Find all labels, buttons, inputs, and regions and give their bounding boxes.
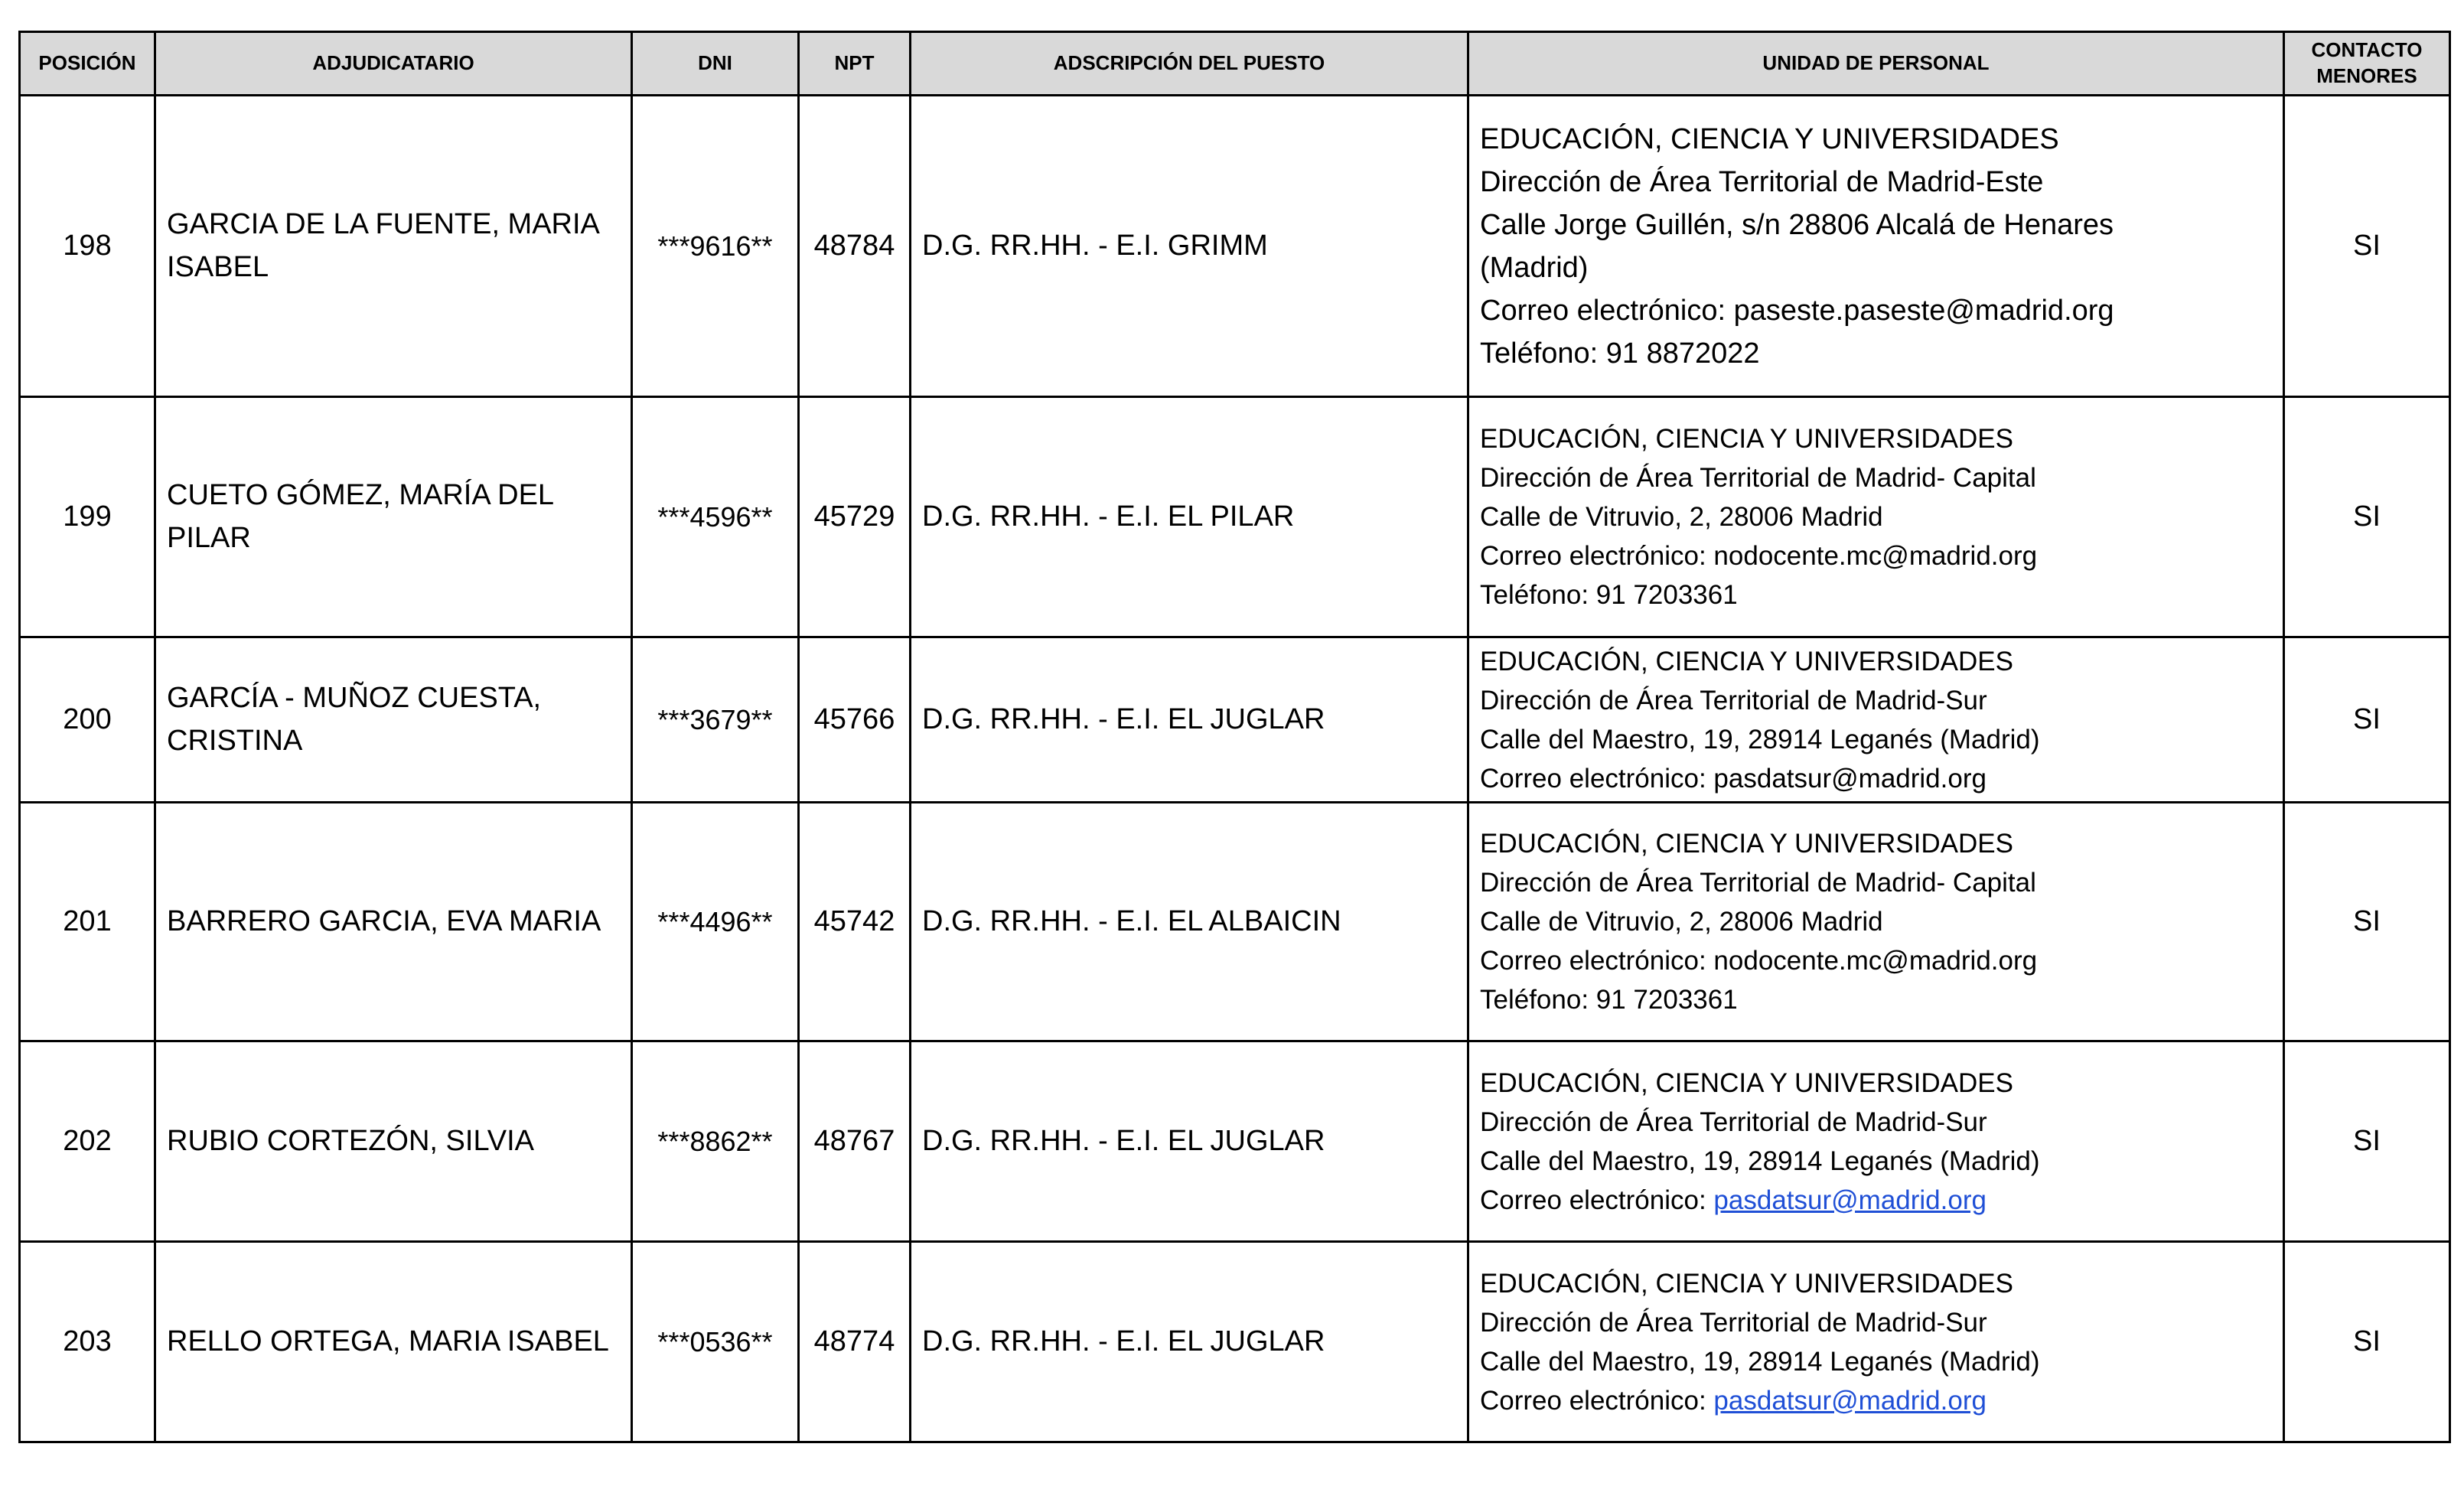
cell-unidad xyxy=(1468,1041,2284,1242)
cell-posicion: 198 xyxy=(20,96,155,397)
correo-label: Correo electrónico: xyxy=(1480,946,1714,976)
correo-address: pasdatsur@madrid.org xyxy=(1713,763,1987,794)
cell-npt: 48767 xyxy=(799,1041,911,1242)
cell-npt: 45766 xyxy=(799,637,911,803)
unidad-telefono: Teléfono: 91 8872022 xyxy=(1480,337,1760,370)
cell-contacto-menores: SI xyxy=(2284,637,2450,803)
cell-adjudicatario: GARCÍA - MUÑOZ CUESTA, CRISTINA xyxy=(155,637,632,803)
cell-adscripcion: D.G. RR.HH. - E.I. EL JUGLAR xyxy=(911,1242,1468,1442)
table-row xyxy=(20,96,2450,397)
cell-adjudicatario: RUBIO CORTEZÓN, SILVIA xyxy=(155,1041,632,1242)
unidad-correo-line xyxy=(1480,536,2272,575)
cell-dni: ***4496** xyxy=(632,803,799,1041)
cell-posicion: 202 xyxy=(20,1041,155,1242)
correo-link[interactable]: pasdatsur@madrid.org xyxy=(1713,1185,1987,1215)
unidad-org: EDUCACIÓN, CIENCIA Y UNIVERSIDADES xyxy=(1480,829,2013,859)
cell-posicion: 203 xyxy=(20,1242,155,1442)
cell-contacto-menores: SI xyxy=(2284,803,2450,1041)
unidad-direccion: Dirección de Área Territorial de Madrid-Sur xyxy=(1480,1307,1987,1338)
unidad-block xyxy=(1480,1264,2272,1420)
adjudication-table xyxy=(18,31,2451,1443)
unidad-block xyxy=(1480,419,2272,614)
correo-label: Correo electrónico: xyxy=(1480,1385,1714,1416)
unidad-correo-line xyxy=(1480,289,2272,332)
unidad-calle: Calle de Vitruvio, 2, 28006 Madrid xyxy=(1480,907,1883,937)
unidad-org: EDUCACIÓN, CIENCIA Y UNIVERSIDADES xyxy=(1480,1268,2013,1299)
header-adscripcion: ADSCRIPCIÓN DEL PUESTO xyxy=(911,32,1468,96)
unidad-calle: Calle del Maestro, 19, 28914 Leganés (Madrid) xyxy=(1480,1146,2040,1176)
unidad-block xyxy=(1480,824,2272,1019)
cell-posicion: 199 xyxy=(20,397,155,637)
unidad-direccion: Dirección de Área Territorial de Madrid- Capital xyxy=(1480,868,2036,898)
unidad-telefono: Teléfono: 91 7203361 xyxy=(1480,580,1738,610)
cell-contacto-menores: SI xyxy=(2284,1041,2450,1242)
correo-label: Correo electrónico: xyxy=(1480,763,1714,794)
header-adjudicatario: ADJUDICATARIO xyxy=(155,32,632,96)
table-row xyxy=(20,1041,2450,1242)
cell-adjudicatario: RELLO ORTEGA, MARIA ISABEL xyxy=(155,1242,632,1442)
cell-unidad xyxy=(1468,397,2284,637)
cell-adscripcion: D.G. RR.HH. - E.I. EL JUGLAR xyxy=(911,637,1468,803)
unidad-calle: Calle del Maestro, 19, 28914 Leganés (Madrid) xyxy=(1480,724,2040,754)
unidad-org: EDUCACIÓN, CIENCIA Y UNIVERSIDADES xyxy=(1480,122,2059,155)
cell-contacto-menores: SI xyxy=(2284,397,2450,637)
unidad-block xyxy=(1480,642,2272,798)
table-row xyxy=(20,637,2450,803)
cell-adscripcion: D.G. RR.HH. - E.I. EL PILAR xyxy=(911,397,1468,637)
unidad-direccion: Dirección de Área Territorial de Madrid-Sur xyxy=(1480,1106,1987,1137)
cell-npt: 48774 xyxy=(799,1242,911,1442)
correo-label: Correo electrónico: xyxy=(1480,541,1714,571)
cell-dni: ***3679** xyxy=(632,637,799,803)
cell-npt: 48784 xyxy=(799,96,911,397)
cell-contacto-menores: SI xyxy=(2284,1242,2450,1442)
unidad-correo-line xyxy=(1480,759,2272,798)
cell-unidad xyxy=(1468,96,2284,397)
cell-unidad xyxy=(1468,1242,2284,1442)
table-header-row xyxy=(20,32,2450,96)
correo-address: nodocente.mc@madrid.org xyxy=(1713,541,2038,571)
unidad-telefono: Teléfono: 91 7203361 xyxy=(1480,985,1738,1015)
header-dni: DNI xyxy=(632,32,799,96)
header-contacto-line2: MENORES xyxy=(2316,64,2417,87)
unidad-block xyxy=(1480,1064,2272,1220)
correo-address: paseste.paseste@madrid.org xyxy=(1733,294,2114,327)
correo-label: Correo electrónico: xyxy=(1480,294,1734,327)
table-row xyxy=(20,397,2450,637)
unidad-calle: Calle Jorge Guillén, s/n 28806 Alcalá de Henares xyxy=(1480,208,2114,241)
unidad-org: EDUCACIÓN, CIENCIA Y UNIVERSIDADES xyxy=(1480,646,2013,676)
unidad-calle2: (Madrid) xyxy=(1480,251,1589,284)
unidad-direccion: Dirección de Área Territorial de Madrid- Capital xyxy=(1480,463,2036,493)
cell-dni: ***9616** xyxy=(632,96,799,397)
cell-adjudicatario: CUETO GÓMEZ, MARÍA DEL PILAR xyxy=(155,397,632,637)
header-contacto-line1: CONTACTO xyxy=(2311,38,2423,62)
header-unidad: UNIDAD DE PERSONAL xyxy=(1468,32,2284,96)
unidad-correo-line xyxy=(1480,1181,2272,1220)
unidad-calle: Calle de Vitruvio, 2, 28006 Madrid xyxy=(1480,502,1883,532)
cell-dni: ***8862** xyxy=(632,1041,799,1242)
header-posicion: POSICIÓN xyxy=(20,32,155,96)
unidad-block xyxy=(1480,118,2272,375)
cell-adjudicatario: BARRERO GARCIA, EVA MARIA xyxy=(155,803,632,1041)
cell-unidad xyxy=(1468,637,2284,803)
unidad-calle: Calle del Maestro, 19, 28914 Leganés (Madrid) xyxy=(1480,1346,2040,1377)
correo-address: nodocente.mc@madrid.org xyxy=(1713,946,2038,976)
cell-npt: 45729 xyxy=(799,397,911,637)
table-row xyxy=(20,803,2450,1041)
cell-posicion: 201 xyxy=(20,803,155,1041)
unidad-correo-line xyxy=(1480,941,2272,980)
correo-label: Correo electrónico: xyxy=(1480,1185,1714,1215)
correo-link[interactable]: pasdatsur@madrid.org xyxy=(1713,1385,1987,1416)
unidad-org: EDUCACIÓN, CIENCIA Y UNIVERSIDADES xyxy=(1480,1067,2013,1098)
cell-adscripcion: D.G. RR.HH. - E.I. EL ALBAICIN xyxy=(911,803,1468,1041)
cell-adscripcion: D.G. RR.HH. - E.I. EL JUGLAR xyxy=(911,1041,1468,1242)
cell-unidad xyxy=(1468,803,2284,1041)
cell-posicion: 200 xyxy=(20,637,155,803)
unidad-direccion: Dirección de Área Territorial de Madrid-Sur xyxy=(1480,685,1987,715)
cell-npt: 45742 xyxy=(799,803,911,1041)
cell-contacto-menores: SI xyxy=(2284,96,2450,397)
unidad-direccion: Dirección de Área Territorial de Madrid-Este xyxy=(1480,165,2044,198)
cell-adscripcion: D.G. RR.HH. - E.I. GRIMM xyxy=(911,96,1468,397)
unidad-org: EDUCACIÓN, CIENCIA Y UNIVERSIDADES xyxy=(1480,424,2013,454)
unidad-correo-line xyxy=(1480,1381,2272,1420)
header-contacto-menores xyxy=(2284,32,2450,96)
cell-dni: ***0536** xyxy=(632,1242,799,1442)
header-npt: NPT xyxy=(799,32,911,96)
cell-adjudicatario: GARCIA DE LA FUENTE, MARIA ISABEL xyxy=(155,96,632,397)
table-row xyxy=(20,1242,2450,1442)
cell-dni: ***4596** xyxy=(632,397,799,637)
